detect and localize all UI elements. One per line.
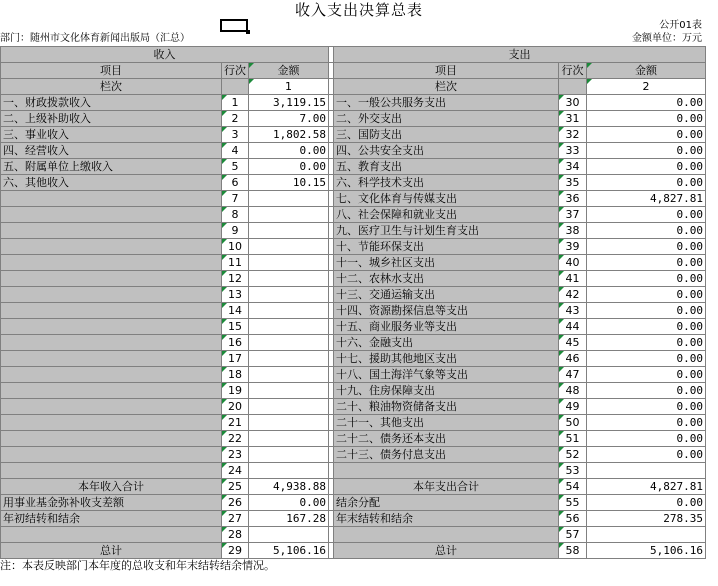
income-amount-cell[interactable]: 7.00 (249, 111, 329, 127)
income-amount-cell[interactable]: 0.00 (249, 495, 329, 511)
income-amount-cell[interactable] (249, 207, 329, 223)
form-number: 公开01表 (659, 20, 702, 31)
income-row-number: 1 (222, 95, 249, 111)
income-item-label (1, 415, 222, 431)
expense-item-label: 十五、商业服务业等支出 (334, 319, 559, 335)
expense-item-header: 项目 (334, 63, 559, 79)
expense-row-number: 42 (559, 287, 587, 303)
expense-item-label: 二十二、债务还本支出 (334, 431, 559, 447)
selected-cell-cursor[interactable] (220, 19, 248, 32)
expense-amount-cell[interactable]: 0.00 (587, 447, 706, 463)
income-row-number: 13 (222, 287, 249, 303)
income-item-label (1, 351, 222, 367)
expense-amount-cell[interactable]: 278.35 (587, 511, 706, 527)
expense-row-number: 44 (559, 319, 587, 335)
income-row-number: 7 (222, 191, 249, 207)
income-row-number: 3 (222, 127, 249, 143)
income-column-no-label: 栏次 (1, 79, 222, 95)
expense-amount-cell[interactable]: 0.00 (587, 175, 706, 191)
income-item-label (1, 303, 222, 319)
expense-row-number: 32 (559, 127, 587, 143)
income-amount-cell[interactable] (249, 303, 329, 319)
income-amount-cell[interactable]: 10.15 (249, 175, 329, 191)
expense-item-label: 十八、国土海洋气象等支出 (334, 367, 559, 383)
expense-amount-cell[interactable]: 0.00 (587, 271, 706, 287)
income-row-number: 22 (222, 431, 249, 447)
expense-row-number: 54 (559, 479, 587, 495)
expense-item-label: 十一、城乡社区支出 (334, 255, 559, 271)
income-amount-cell[interactable]: 0.00 (249, 159, 329, 175)
amount-unit-label: 金额单位：万元 (632, 33, 702, 44)
expense-row-number: 37 (559, 207, 587, 223)
income-item-label (1, 367, 222, 383)
income-amount-cell[interactable]: 1,802.58 (249, 127, 329, 143)
income-row-number: 17 (222, 351, 249, 367)
expense-row-number: 45 (559, 335, 587, 351)
income-row-number: 20 (222, 399, 249, 415)
table-row (1, 511, 706, 527)
expense-amount-cell[interactable]: 0.00 (587, 127, 706, 143)
income-item-label (1, 431, 222, 447)
table-row (1, 351, 706, 367)
table-row (1, 207, 706, 223)
income-expense-table (0, 46, 706, 559)
expense-row-number: 47 (559, 367, 587, 383)
expense-row-number: 39 (559, 239, 587, 255)
table-row (1, 415, 706, 431)
expense-row-number: 30 (559, 95, 587, 111)
expense-amount-cell[interactable]: 0.00 (587, 495, 706, 511)
expense-item-label: 二十一、其他支出 (334, 415, 559, 431)
expense-row-number: 36 (559, 191, 587, 207)
income-amount-cell[interactable] (249, 447, 329, 463)
income-amount-cell[interactable] (249, 191, 329, 207)
expense-amount-cell[interactable]: 4,827.81 (587, 479, 706, 495)
income-amount-cell[interactable]: 4,938.88 (249, 479, 329, 495)
expense-amount-cell[interactable]: 0.00 (587, 143, 706, 159)
expense-row-number: 46 (559, 351, 587, 367)
income-row-number: 27 (222, 511, 249, 527)
expense-item-label: 十九、住房保障支出 (334, 383, 559, 399)
table-row (1, 191, 706, 207)
expense-column-no-label: 栏次 (334, 79, 559, 95)
expense-amount-cell[interactable]: 0.00 (587, 367, 706, 383)
expense-amount-cell[interactable]: 0.00 (587, 319, 706, 335)
income-amount-cell[interactable]: 0.00 (249, 143, 329, 159)
table-row (1, 399, 706, 415)
expense-rowno-header: 行次 (559, 63, 587, 79)
expense-item-label: 四、公共安全支出 (334, 143, 559, 159)
income-item-label (1, 335, 222, 351)
expense-item-label: 三、国防支出 (334, 127, 559, 143)
income-item-label (1, 207, 222, 223)
table-row (1, 431, 706, 447)
expense-item-label: 年末结转和结余 (334, 511, 559, 527)
table-row (1, 143, 706, 159)
income-row-number: 8 (222, 207, 249, 223)
income-row-number: 6 (222, 175, 249, 191)
income-amount-cell[interactable] (249, 335, 329, 351)
expense-amount-cell[interactable]: 0.00 (587, 303, 706, 319)
income-amount-cell[interactable] (249, 399, 329, 415)
expense-item-label: 十六、金融支出 (334, 335, 559, 351)
income-item-label (1, 463, 222, 479)
expense-item-label: 本年支出合计 (334, 479, 559, 495)
income-amount-cell[interactable]: 3,119.15 (249, 95, 329, 111)
income-row-number: 16 (222, 335, 249, 351)
income-row-number: 26 (222, 495, 249, 511)
income-amount-cell[interactable] (249, 431, 329, 447)
expense-item-label: 十四、资源勘探信息等支出 (334, 303, 559, 319)
income-amount-cell[interactable] (249, 463, 329, 479)
expense-item-label (334, 527, 559, 543)
income-amount-cell[interactable] (249, 271, 329, 287)
income-item-label: 用事业基金弥补收支差额 (1, 495, 222, 511)
income-item-label (1, 383, 222, 399)
income-item-header: 项目 (1, 63, 222, 79)
income-amount-cell[interactable] (249, 223, 329, 239)
report-title: 收入支出决算总表 (294, 1, 423, 19)
table-row (1, 271, 706, 287)
income-item-label: 三、事业收入 (1, 127, 222, 143)
expense-amount-cell[interactable]: 0.00 (587, 255, 706, 271)
income-row-number: 15 (222, 319, 249, 335)
income-row-number: 9 (222, 223, 249, 239)
income-item-label (1, 223, 222, 239)
expense-item-label: 十、节能环保支出 (334, 239, 559, 255)
expense-item-label: 十二、农林水支出 (334, 271, 559, 287)
expense-item-label: 二十三、债务付息支出 (334, 447, 559, 463)
income-amount-cell[interactable] (249, 287, 329, 303)
income-item-label (1, 447, 222, 463)
expense-amount-cell[interactable]: 0.00 (587, 351, 706, 367)
income-row-number: 25 (222, 479, 249, 495)
table-row (1, 527, 706, 543)
income-item-label: 总计 (1, 543, 222, 559)
table-row (1, 111, 706, 127)
table-row (1, 223, 706, 239)
expense-amount-cell[interactable]: 0.00 (587, 159, 706, 175)
income-row-number: 23 (222, 447, 249, 463)
expense-item-label: 七、文化体育与传媒支出 (334, 191, 559, 207)
income-item-label (1, 239, 222, 255)
income-row-number: 28 (222, 527, 249, 543)
income-item-label: 二、上级补助收入 (1, 111, 222, 127)
expense-item-label: 二十、粮油物资储备支出 (334, 399, 559, 415)
expense-amount-cell[interactable]: 0.00 (587, 287, 706, 303)
income-item-label: 一、财政拨款收入 (1, 95, 222, 111)
income-row-number: 2 (222, 111, 249, 127)
expense-amount-cell[interactable]: 0.00 (587, 207, 706, 223)
expense-amount-header: 金额 (587, 63, 706, 79)
expense-amount-cell[interactable]: 0.00 (587, 399, 706, 415)
expense-row-number: 34 (559, 159, 587, 175)
table-row (1, 255, 706, 271)
income-item-label (1, 255, 222, 271)
expense-row-number: 50 (559, 415, 587, 431)
table-row (1, 463, 706, 479)
income-row-number: 14 (222, 303, 249, 319)
expense-row-number: 43 (559, 303, 587, 319)
income-item-label (1, 271, 222, 287)
expense-row-number: 51 (559, 431, 587, 447)
income-row-number: 21 (222, 415, 249, 431)
expense-section-header: 支出 (334, 47, 706, 63)
expense-row-number: 40 (559, 255, 587, 271)
table-row (1, 127, 706, 143)
income-section-header: 收入 (1, 47, 329, 63)
expense-row-number: 49 (559, 399, 587, 415)
expense-amount-cell[interactable]: 0.00 (587, 335, 706, 351)
expense-item-label: 一、一般公共服务支出 (334, 95, 559, 111)
income-amount-cell[interactable]: 5,106.16 (249, 543, 329, 559)
expense-item-label: 二、外交支出 (334, 111, 559, 127)
table-row (1, 303, 706, 319)
table-row (1, 367, 706, 383)
table-row (1, 543, 706, 559)
income-item-label (1, 527, 222, 543)
expense-amount-cell[interactable]: 0.00 (587, 223, 706, 239)
income-amount-cell[interactable]: 167.28 (249, 511, 329, 527)
expense-amount-cell[interactable]: 0.00 (587, 383, 706, 399)
expense-item-label: 结余分配 (334, 495, 559, 511)
income-row-number: 29 (222, 543, 249, 559)
expense-item-label: 十七、援助其他地区支出 (334, 351, 559, 367)
expense-row-number: 48 (559, 383, 587, 399)
expense-row-number: 58 (559, 543, 587, 559)
income-item-label: 六、其他收入 (1, 175, 222, 191)
expense-amount-cell[interactable]: 0.00 (587, 239, 706, 255)
expense-item-label: 八、社会保障和就业支出 (334, 207, 559, 223)
income-amount-cell[interactable] (249, 527, 329, 543)
income-amount-cell[interactable] (249, 415, 329, 431)
expense-row-number: 57 (559, 527, 587, 543)
income-amount-cell[interactable] (249, 351, 329, 367)
income-item-label: 五、附属单位上缴收入 (1, 159, 222, 175)
expense-amount-cell[interactable]: 0.00 (587, 111, 706, 127)
income-row-number: 5 (222, 159, 249, 175)
expense-item-label: 十三、交通运输支出 (334, 287, 559, 303)
income-item-label (1, 191, 222, 207)
table-row (1, 479, 706, 495)
expense-amount-cell[interactable] (587, 527, 706, 543)
income-row-number: 12 (222, 271, 249, 287)
income-row-number: 19 (222, 383, 249, 399)
expense-item-label: 五、教育支出 (334, 159, 559, 175)
income-amount-cell[interactable] (249, 319, 329, 335)
expense-row-number: 38 (559, 223, 587, 239)
table-row (1, 175, 706, 191)
table-row (1, 495, 706, 511)
department-label: 部门：随州市文化体育新闻出版局（汇总） (0, 33, 190, 44)
table-row (1, 383, 706, 399)
income-row-number: 10 (222, 239, 249, 255)
expense-row-number: 31 (559, 111, 587, 127)
income-amount-cell[interactable] (249, 367, 329, 383)
expense-amount-cell[interactable] (587, 463, 706, 479)
expense-row-number: 35 (559, 175, 587, 191)
income-row-number: 4 (222, 143, 249, 159)
table-row (1, 335, 706, 351)
income-item-label: 四、经营收入 (1, 143, 222, 159)
income-column-no: 1 (249, 79, 329, 95)
expense-amount-cell[interactable]: 0.00 (587, 415, 706, 431)
footnote: 注：本表反映部门本年度的总收支和年末结转结余情况。 (0, 559, 275, 572)
income-item-label: 本年收入合计 (1, 479, 222, 495)
expense-amount-cell[interactable]: 4,827.81 (587, 191, 706, 207)
expense-amount-cell[interactable]: 0.00 (587, 431, 706, 447)
expense-item-label: 总计 (334, 543, 559, 559)
income-item-label (1, 287, 222, 303)
income-item-label: 年初结转和结余 (1, 511, 222, 527)
expense-amount-cell[interactable]: 0.00 (587, 95, 706, 111)
table-row (1, 447, 706, 463)
table-row (1, 319, 706, 335)
income-amount-cell[interactable] (249, 383, 329, 399)
expense-row-number: 56 (559, 511, 587, 527)
income-item-label (1, 319, 222, 335)
expense-amount-cell[interactable]: 5,106.16 (587, 543, 706, 559)
table-row (1, 159, 706, 175)
expense-row-number: 55 (559, 495, 587, 511)
table-row (1, 239, 706, 255)
income-amount-cell[interactable] (249, 239, 329, 255)
expense-item-label: 九、医疗卫生与计划生育支出 (334, 223, 559, 239)
income-row-number: 18 (222, 367, 249, 383)
table-row (1, 287, 706, 303)
income-item-label (1, 399, 222, 415)
expense-row-number: 53 (559, 463, 587, 479)
expense-row-number: 52 (559, 447, 587, 463)
income-amount-header: 金额 (249, 63, 329, 79)
expense-column-no: 2 (587, 79, 706, 95)
expense-item-label: 六、科学技术支出 (334, 175, 559, 191)
income-row-number: 11 (222, 255, 249, 271)
income-rowno-header: 行次 (222, 63, 249, 79)
expense-row-number: 41 (559, 271, 587, 287)
income-amount-cell[interactable] (249, 255, 329, 271)
income-row-number: 24 (222, 463, 249, 479)
expense-row-number: 33 (559, 143, 587, 159)
table-row (1, 95, 706, 111)
expense-item-label (334, 463, 559, 479)
